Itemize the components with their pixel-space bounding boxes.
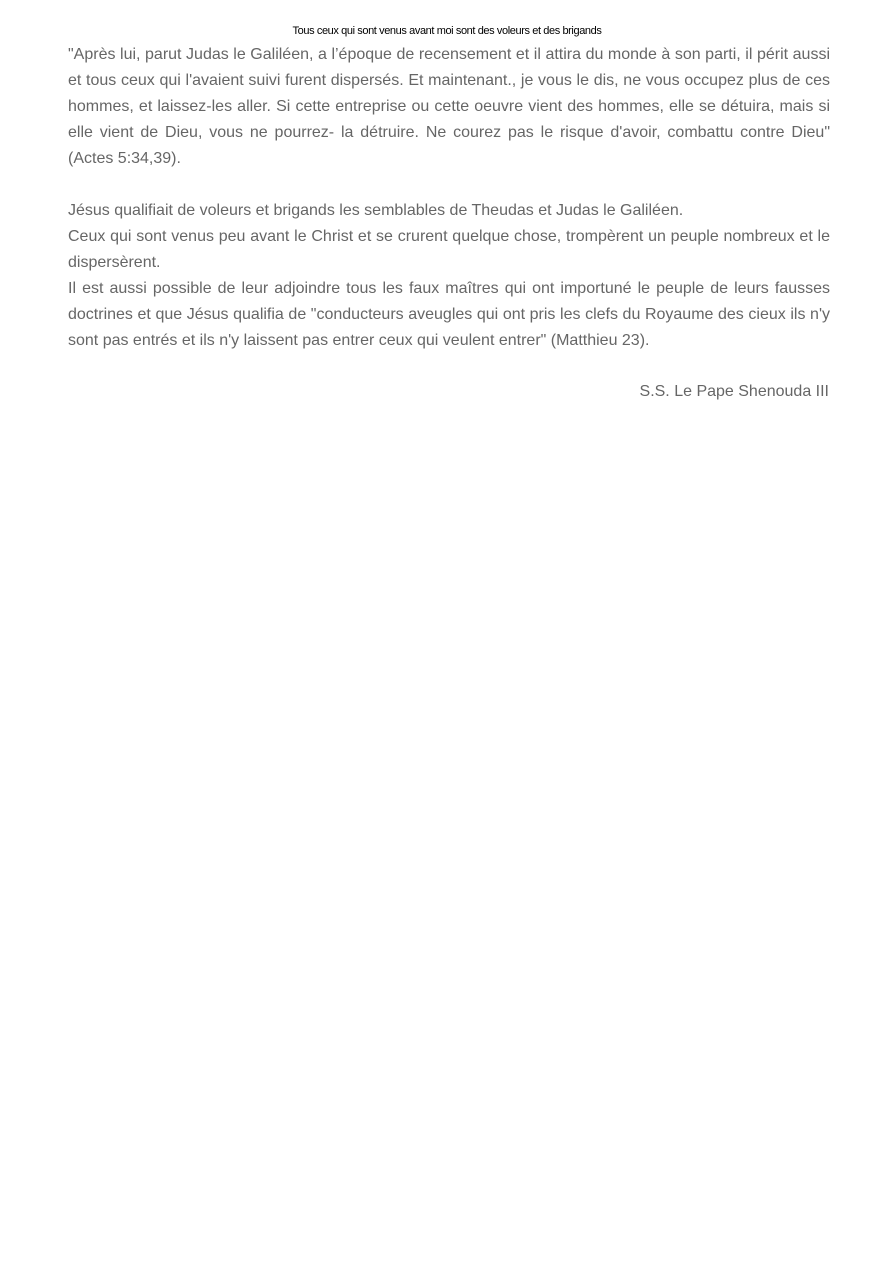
paragraph-spacer (68, 172, 830, 198)
author-signature: S.S. Le Pape Shenouda III (639, 383, 829, 400)
quote-paragraph: "Après lui, parut Judas le Galiléen, a l’époque de recensement et il attira du monde à son parti, il périt aussi et tous ceux qui l'avaient suivi furent dispersés. Et maintenant., je vous le dis, ne vous occupez plus de ces hommes, et laissez-les aller. Si cette entreprise ou cette oeuvre vient des hommes, elle se détuira, mais si elle vient de Dieu, vous ne pourrez- la détruire. Ne courez pas le risque d'avoir, combattu contre Dieu" (Actes 5:34,39). (68, 46, 830, 167)
paragraph: Jésus qualifiait de voleurs et brigands les semblables de Theudas et Judas le Galiléen. (68, 202, 684, 219)
page-title: Tous ceux qui sont venus avant moi sont des voleurs et des brigands (292, 25, 602, 37)
paragraph: Ceux qui sont venus peu avant le Christ et se crurent quelque chose, trompèrent un peuple nombreux et le dispersèrent. (68, 228, 830, 271)
paragraph: Il est aussi possible de leur adjoindre tous les faux maîtres qui ont importuné le peuple de leurs fausses doctrines et que Jésus qualifia de "conducteurs aveugles qui ont pris les clefs du Royaume des cieux ils n'y sont pas entrés et ils n'y laissent pas entrer ceux qui veulent entrer" (Matthieu 23). (68, 280, 830, 349)
document-body (68, 42, 830, 354)
